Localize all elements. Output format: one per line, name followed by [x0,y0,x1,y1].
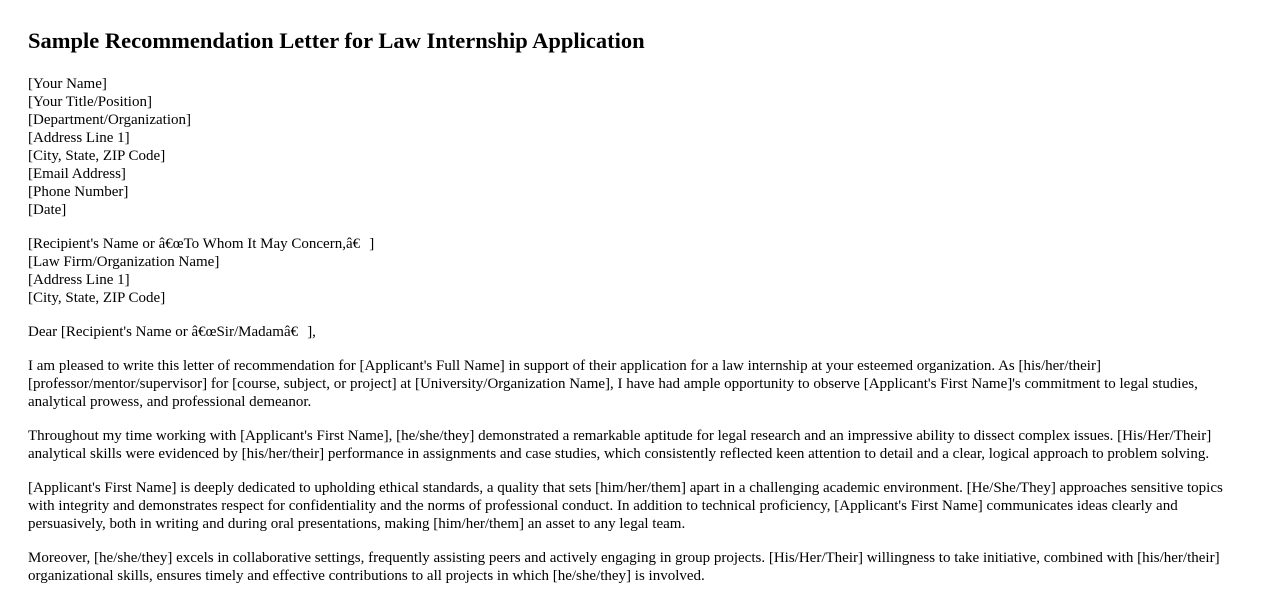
body-paragraph-analytical-skills: Throughout my time working with [Applicant's First Name], [he/she/they] demonstrated a remarkable aptitude for legal research and an impressive ability to dissect complex issues. [His/Her/Their] analytical skills were evidenced by [his/her/their] performance in assignments and case studies, which consistently reflected keen attention to detail and a clear, logical approach to problem solving. [28,428,1212,462]
recipient-name-line: [Recipient's Name or â€œTo Whom It May Concern,â€] [28,236,375,252]
body-paragraph-collaboration: Moreover, [he/she/they] excels in collaborative settings, frequently assisting peers and actively engaging in group projects. [His/Her/Their] willingness to take initiative, combined with [his/her/their] organizational skills, ensures timely and effective contributions to all projects in which [he/she/they] is involved. [28,550,1220,584]
salutation: Dear [Recipient's Name or â€œSir/Madamâ€], [28,324,316,340]
page-title: Sample Recommendation Letter for Law Internship Application [28,28,645,53]
sender-name-line: [Your Name] [28,76,107,92]
sender-phone-line: [Phone Number] [28,184,129,200]
recipient-address-line: [Address Line 1] [28,272,130,288]
sender-department-line: [Department/Organization] [28,112,191,128]
sender-address-block [28,75,1250,219]
recipient-city-line: [City, State, ZIP Code] [28,290,166,306]
sender-title-line: [Your Title/Position] [28,94,152,110]
recipient-organization-line: [Law Firm/Organization Name] [28,254,220,270]
body-paragraph-ethics: [Applicant's First Name] is deeply dedicated to upholding ethical standards, a quality that sets [him/her/them] apart in a challenging academic environment. [He/She/They] approaches sensitive topics with integrity and demonstrates respect for confidentiality and the norms of professional conduct. In addition to technical proficiency, [Applicant's First Name] communicates ideas clearly and persuasively, both in writing and during oral presentations, making [him/her/them] an asset to any legal team. [28,480,1223,532]
body-paragraph-introduction: I am pleased to write this letter of recommendation for [Applicant's Full Name] in support of their application for a law internship at your esteemed organization. As [his/her/their] [professor/mentor/supervisor] for [course, subject, or project] at [University/Organization Name], I have had ample opportunity to observe [Applicant's First Name]'s commitment to legal studies, analytical prowess, and professional demeanor. [28,358,1198,410]
sender-address-line: [Address Line 1] [28,130,130,146]
sender-city-line: [City, State, ZIP Code] [28,148,166,164]
sender-email-line: [Email Address] [28,166,126,182]
recipient-address-block [28,235,1250,307]
sender-date-line: [Date] [28,202,67,218]
